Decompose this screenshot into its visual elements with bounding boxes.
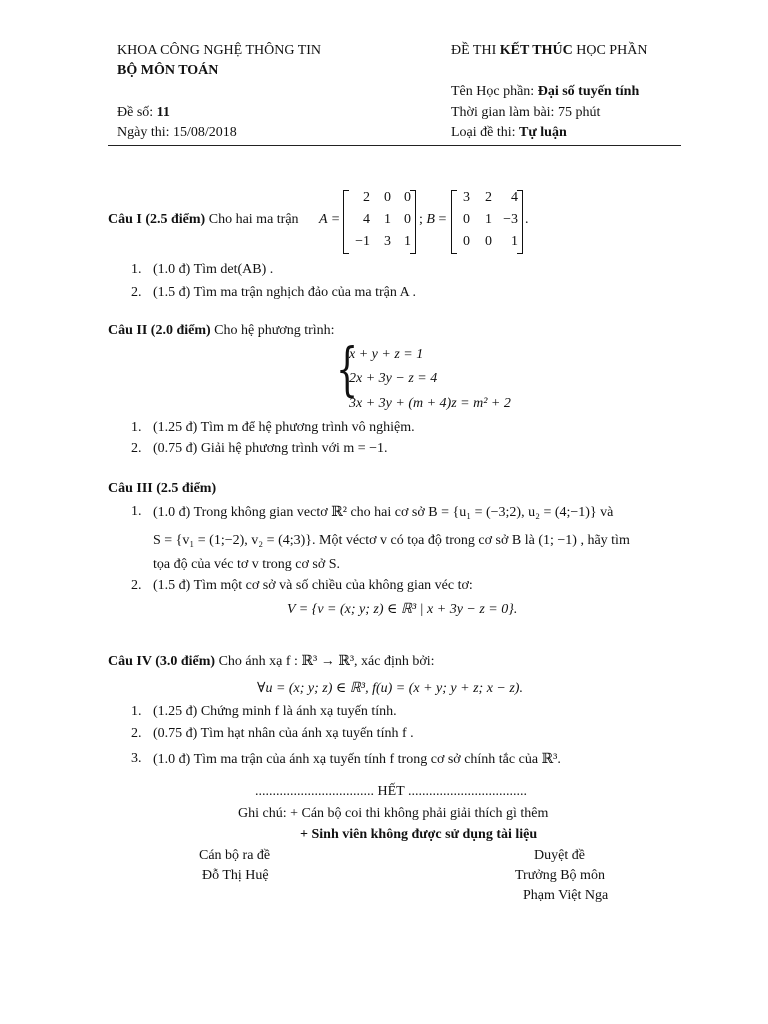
- exam-number-value: 11: [156, 105, 170, 120]
- matrix-b-cell: 3: [463, 190, 470, 205]
- matrix-a-cell: 4: [363, 212, 370, 227]
- equation-1: x + y + z = 1: [349, 347, 424, 362]
- q4-intro: Cho ánh xạ f : ℝ³ → ℝ³, xác định bởi:: [215, 654, 435, 669]
- equation-3: 3x + 3y + (m + 4)z = m² + 2: [349, 396, 511, 411]
- q3-item-number: 2.: [131, 578, 142, 593]
- q2-item-2: (0.75 đ) Giải hệ phương trình với m = −1.: [153, 441, 388, 456]
- q1-item-number: 2.: [131, 285, 142, 300]
- note-line-2: + Sinh viên không được sử dụng tài liệu: [300, 827, 538, 842]
- matrix-b-cell: −3: [503, 212, 518, 227]
- q2-item-number: 1.: [131, 420, 142, 435]
- matrix-b-cell: 4: [511, 190, 518, 205]
- duration-line: [451, 105, 600, 121]
- exam-title: [451, 43, 647, 59]
- q4-item-number: 1.: [131, 704, 142, 719]
- matrix-a-label: A =: [319, 212, 341, 227]
- q3-item-1-line-2: S = {v₁ = (1;−2), v₂ = (4;3)}. Một véctơ v có tọa độ trong cơ sở B là (1; −1) , hãy tìm: [153, 533, 630, 548]
- q3-item-1-line-1: (1.0 đ) Trong không gian vectơ ℝ² cho hai cơ sở B = {u₁ = (−3;2), u₂ = (4;−1)} và: [153, 505, 614, 520]
- exam-title-post: HỌC PHẦN: [572, 43, 648, 58]
- duration-value: 75 phút: [557, 105, 601, 120]
- author-name: Đỗ Thị Huệ: [202, 868, 269, 883]
- matrix-separator: ; B =: [419, 212, 447, 227]
- q1-item-1: (1.0 đ) Tìm det(AB) .: [153, 262, 274, 277]
- matrix-a-cell: 1: [384, 212, 391, 227]
- q4-item-2: (0.75 đ) Tìm hạt nhân của ánh xạ tuyến tính f .: [153, 726, 414, 741]
- q4-item-3: (1.0 đ) Tìm ma trận của ánh xạ tuyến tính f trong cơ sở chính tắc của ℝ³.: [153, 752, 561, 767]
- q2-intro: Cho hệ phương trình:: [210, 323, 335, 338]
- faculty-name: KHOA CÔNG NGHỆ THÔNG TIN: [117, 43, 322, 58]
- q4-item-1: (1.25 đ) Chứng minh f là ánh xạ tuyến tính.: [153, 704, 397, 719]
- approve-label: Duyệt đề: [534, 848, 585, 863]
- exam-title-pre: ĐỀ THI: [451, 43, 500, 58]
- matrix-b-cell: 1: [511, 234, 518, 249]
- matrix-a-cell: −1: [355, 234, 370, 249]
- exam-type-value: Tự luận: [519, 125, 567, 140]
- q3-title: Câu III (2.5 điểm): [108, 481, 217, 496]
- matrix-a-cell: 2: [363, 190, 370, 205]
- exam-date-label: Ngày thi:: [117, 125, 173, 140]
- q3-item-1-line-3: tọa độ của véc tơ v trong cơ sở S.: [153, 557, 341, 572]
- end-marker: .................................. HẾT ..................................: [255, 784, 527, 799]
- header-divider: [108, 145, 681, 146]
- q1-title: Câu I (2.5 điểm): [108, 212, 206, 227]
- system-brace: {: [336, 335, 359, 403]
- matrix-b-cell: 0: [463, 212, 470, 227]
- note-line-1: Ghi chú: + Cán bộ coi thi không phải giải thích gì thêm: [238, 806, 549, 821]
- q2-title: Câu II (2.0 điểm): [108, 323, 211, 338]
- q3-item-number: 1.: [131, 504, 142, 519]
- duration-label: Thời gian làm bài:: [451, 105, 558, 120]
- exam-number-label: Đề số:: [117, 105, 157, 120]
- exam-type-line: [451, 125, 567, 141]
- q4-item-number: 2.: [131, 726, 142, 741]
- matrix-b-period: .: [525, 212, 529, 227]
- matrix-a-cell: 0: [404, 190, 411, 205]
- course-value: Đại số tuyến tính: [537, 84, 640, 99]
- q4-item-number: 3.: [131, 751, 142, 766]
- exam-date-value: 15/08/2018: [173, 125, 237, 140]
- q3-vector-space-formula: V = {v = (x; y; z) ∈ ℝ³ | x + 3y − z = 0}.: [287, 602, 518, 617]
- approve-role: Trưởng Bộ môn: [515, 868, 605, 883]
- matrix-b-cell: 2: [485, 190, 492, 205]
- equation-2: 2x + 3y − z = 4: [349, 371, 438, 386]
- author-label: Cán bộ ra đề: [199, 848, 271, 863]
- matrix-b-cell: 0: [485, 234, 492, 249]
- q2-item-1: (1.25 đ) Tìm m để hệ phương trình vô nghiệm.: [153, 420, 415, 435]
- exam-type-label: Loại đề thi:: [451, 125, 520, 140]
- matrix-a-cell: 0: [404, 212, 411, 227]
- exam-date-line: [117, 125, 237, 141]
- approve-name: Phạm Việt Nga: [523, 888, 609, 903]
- course-line: [451, 84, 639, 100]
- matrix-a-cell: 3: [384, 234, 391, 249]
- q4-title: Câu IV (3.0 điểm): [108, 654, 216, 669]
- matrix-a-cell: 1: [404, 234, 411, 249]
- exam-number-line: [117, 105, 170, 121]
- q1-intro: Cho hai ma trận: [205, 212, 299, 227]
- q1-heading: [108, 212, 299, 228]
- q1-item-2: (1.5 đ) Tìm ma trận nghịch đảo của ma trận A .: [153, 285, 416, 300]
- q4-heading: [108, 653, 435, 670]
- q1-item-number: 1.: [131, 262, 142, 277]
- matrix-b-cell: 1: [485, 212, 492, 227]
- exam-title-bold: KẾT THÚC: [499, 43, 573, 58]
- q2-heading: [108, 323, 335, 339]
- matrix-b-cell: 0: [463, 234, 470, 249]
- q3-item-2-line-1: (1.5 đ) Tìm một cơ sở và số chiều của không gian véc tơ:: [153, 578, 473, 593]
- q4-mapping-formula: ∀u = (x; y; z) ∈ ℝ³, f(u) = (x + y; y + z; x − z).: [257, 681, 523, 696]
- q2-item-number: 2.: [131, 441, 142, 456]
- course-label: Tên Học phần:: [451, 84, 538, 99]
- matrix-a-cell: 0: [384, 190, 391, 205]
- department-name: BỘ MÔN TOÁN: [117, 63, 219, 78]
